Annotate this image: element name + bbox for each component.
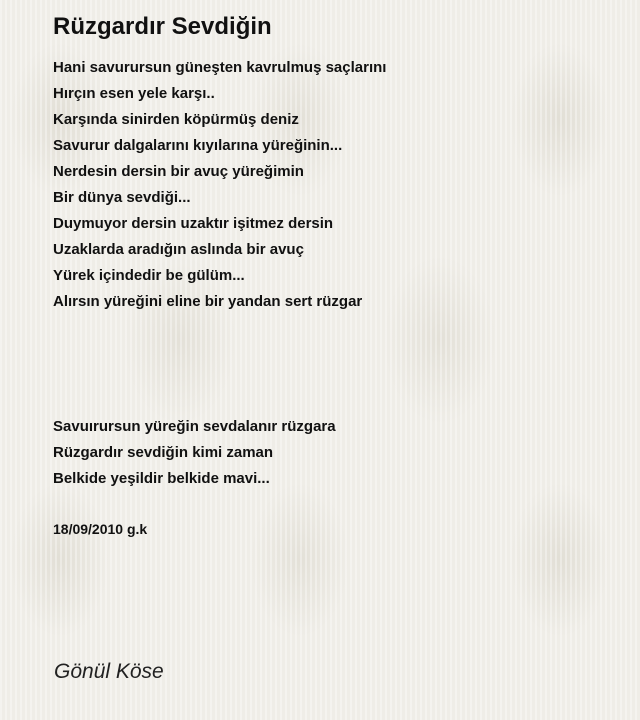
poem-stanza-2 [53,414,336,492]
poem-line: Uzaklarda aradığın aslında bir avuç [53,241,304,258]
poem-date: 18/09/2010 g.k [53,521,148,537]
poem-line: Yürek içindedir be gülüm... [53,267,245,284]
poem-stanza-1 [53,55,386,315]
poem-line: Savurur dalgalarını kıyılarına yüreğinin... [53,137,343,154]
poem-author: Gönül Köse [54,660,164,683]
poem-title: Rüzgardır Sevdiğin [53,13,272,40]
poem-line: Alırsın yüreğini eline bir yandan sert rüzgar [53,293,363,310]
poem-line: Belkide yeşildir belkide mavi... [53,470,270,487]
poem-line: Bir dünya sevdiği... [53,189,191,206]
poem-line: Hırçın esen yele karşı.. [53,85,215,102]
poem-line: Karşında sinirden köpürmüş deniz [53,111,299,128]
poem-line: Duymuyor dersin uzaktır işitmez dersin [53,215,334,232]
poem-line: Nerdesin dersin bir avuç yüreğimin [53,163,304,180]
poem-line: Rüzgardır sevdiğin kimi zaman [53,444,274,461]
poem-line: Hani savurursun güneşten kavrulmuş saçlarını [53,59,387,76]
poem-line: Savuırursun yüreğin sevdalanır rüzgara [53,418,336,435]
